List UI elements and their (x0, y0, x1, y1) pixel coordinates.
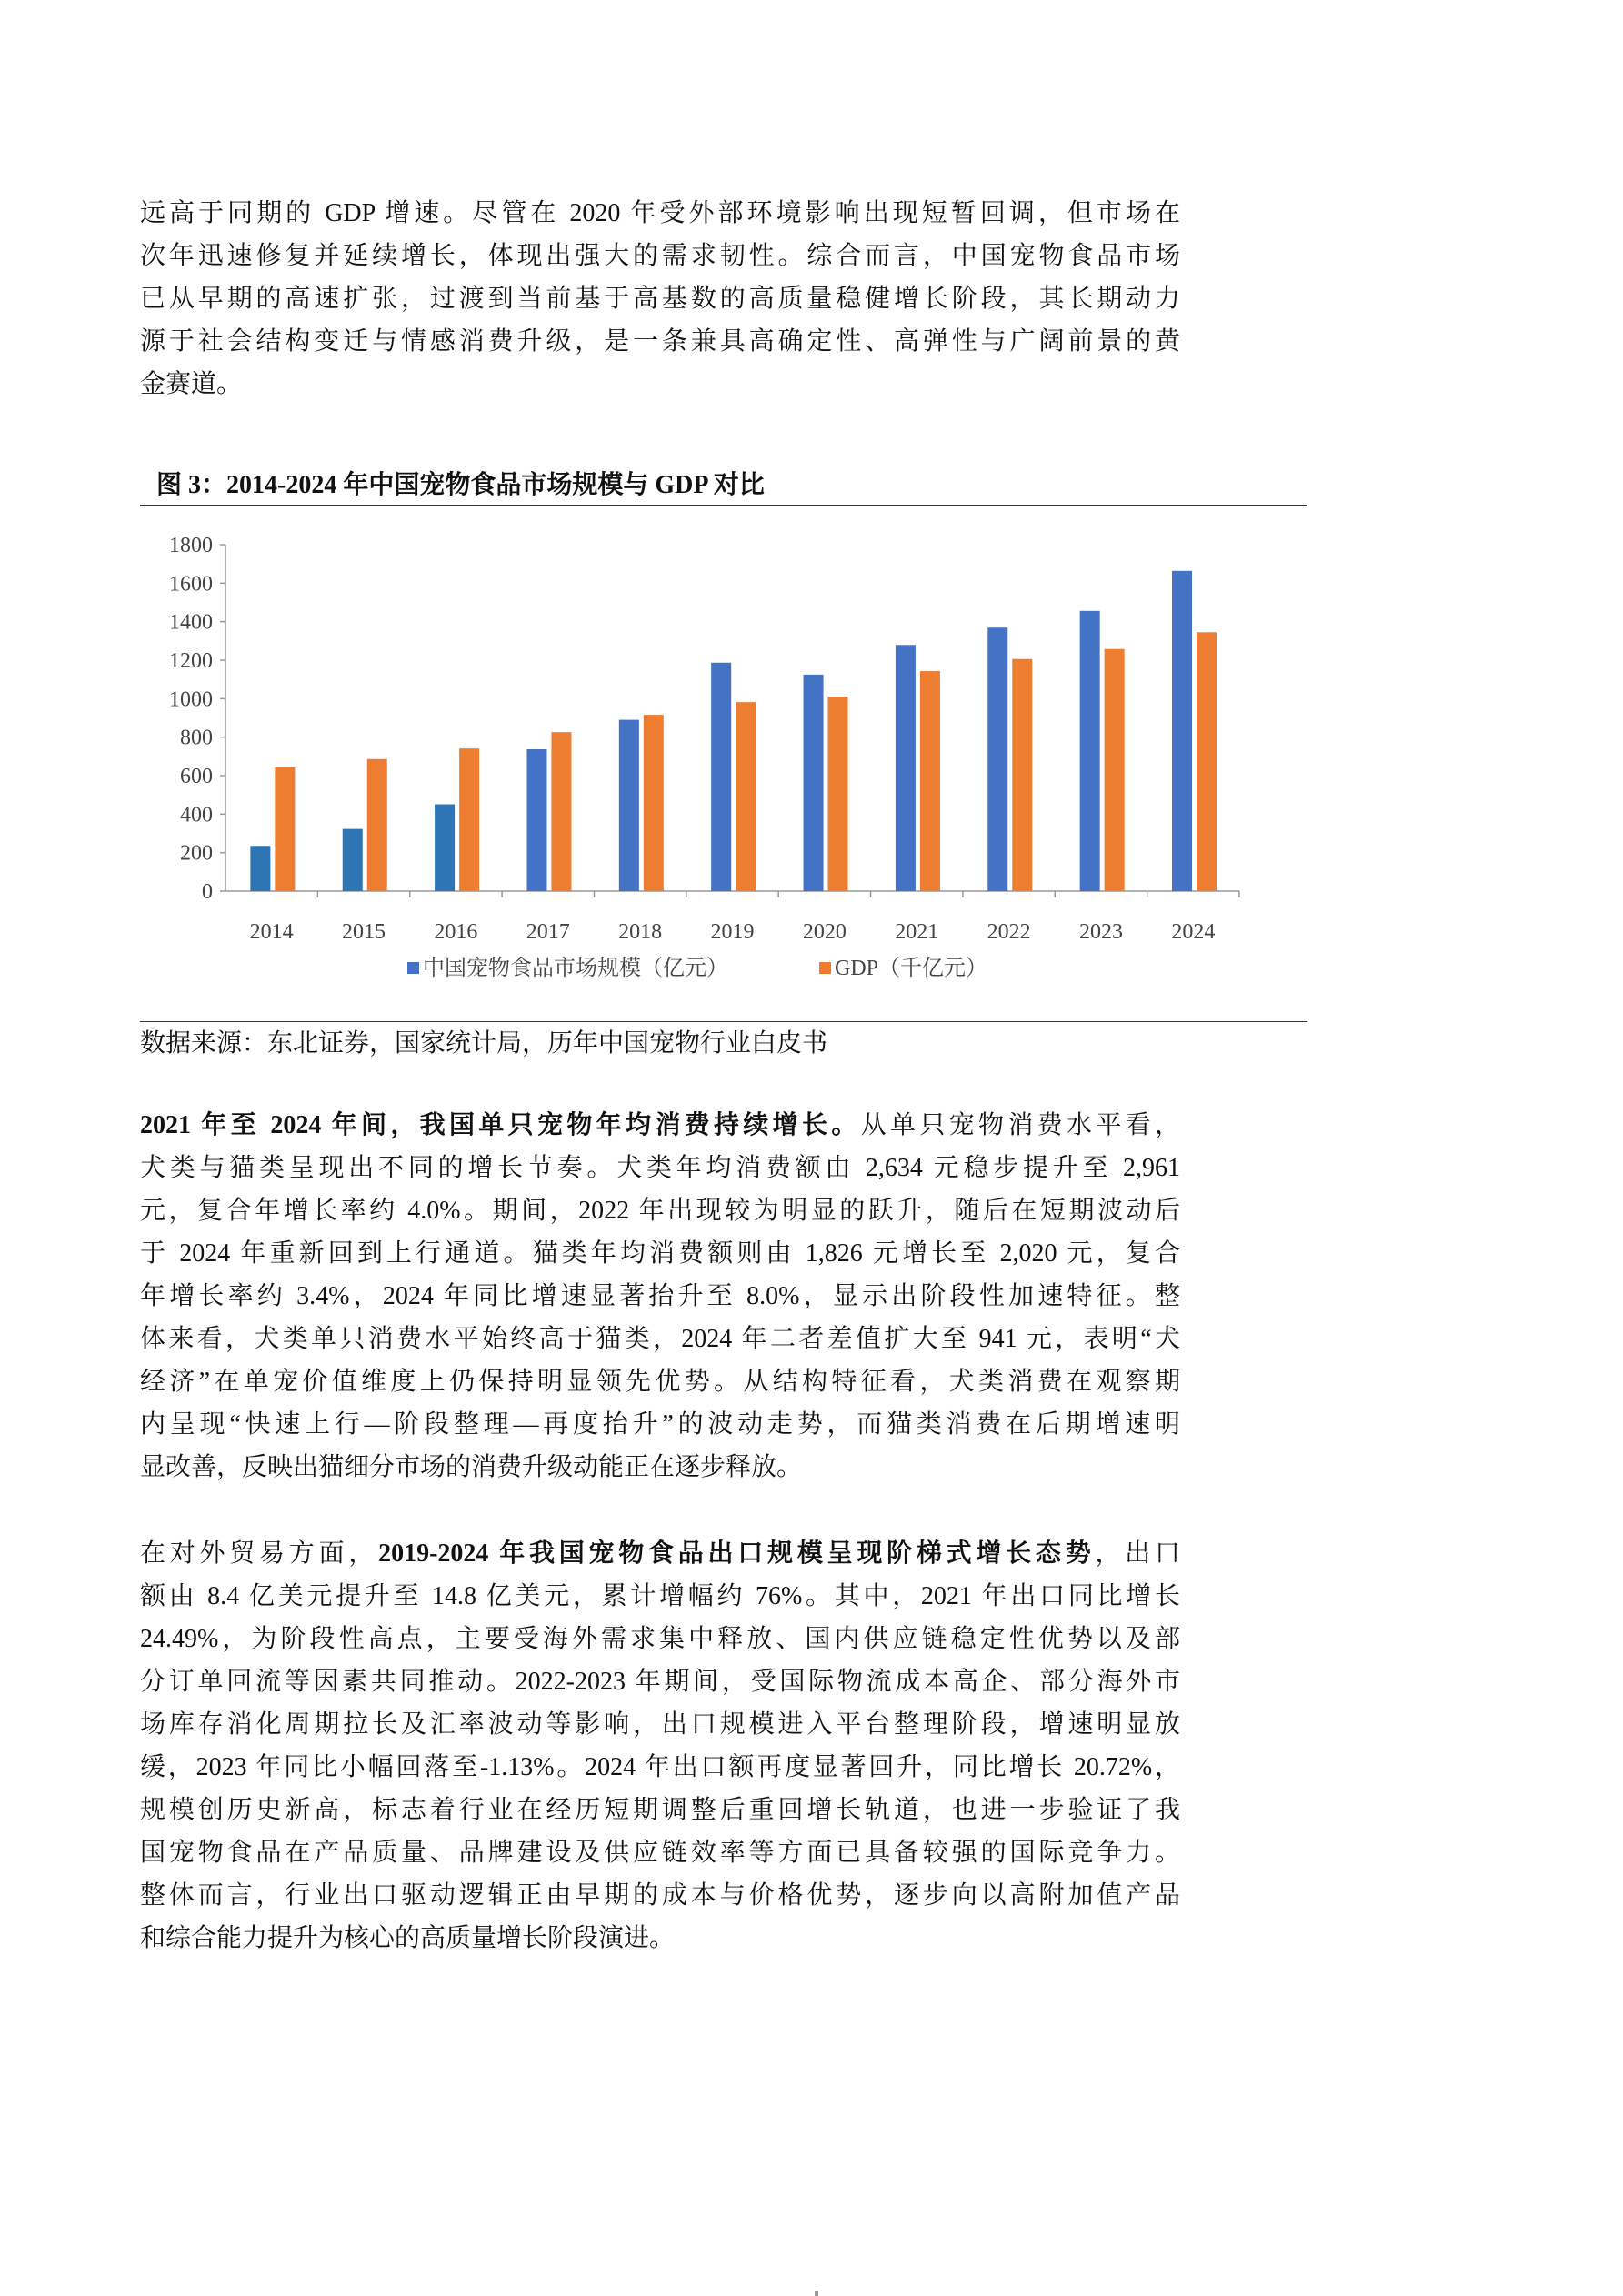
bar-pet-food-market (619, 720, 639, 891)
bold-text-segment: 2021 年至 2024 年间，我国单只宠物年均消费持续增长。 (140, 1111, 861, 1139)
text-line (140, 1403, 1180, 1446)
bar-gdp (736, 702, 756, 891)
text-segment: 年增长率约 3.4%，2024 年同比增速显著抬升至 8.0%，显示出阶段性加速特征。整 (140, 1282, 1180, 1310)
text-segment: 国宠物食品在产品质量、品牌建设及供应链效率等方面已具备较强的国际竞争力。 (140, 1839, 1180, 1867)
y-tick-label: 1600 (169, 572, 213, 597)
text-line (140, 192, 1180, 235)
text-line (140, 1660, 1180, 1703)
bar-gdp (1105, 649, 1125, 891)
bar-pet-food-market (250, 846, 270, 891)
paragraph-intro (140, 192, 1180, 406)
bar-gdp (1197, 632, 1217, 891)
y-tick-label: 1200 (169, 649, 213, 673)
text-line (140, 235, 1180, 277)
text-segment: 分订单回流等因素共同推动。2022-2023 年期间，受国际物流成本高企、部分海外市 (140, 1668, 1180, 1696)
text-line (140, 1703, 1180, 1746)
text-segment: 源于社会结构变迁与情感消费升级，是一条兼具高确定性、高弹性与广阔前景的黄 (140, 327, 1180, 356)
text-segment: 额由 8.4 亿美元提升至 14.8 亿美元，累计增幅约 76%。其中，2021 年出口同比增长 (140, 1582, 1180, 1610)
bar-pet-food-market (1080, 611, 1100, 891)
bar-pet-food-market (987, 627, 1007, 891)
text-segment: 体来看，犬类单只消费水平始终高于猫类，2024 年二者差值扩大至 941 元，表明“犬 (140, 1325, 1180, 1353)
bar-gdp (644, 715, 664, 891)
legend-swatch-pet-food (407, 962, 419, 974)
text-segment: 场库存消化周期拉长及汇率波动等影响，出口规模进入平台整理阶段，增速明显放 (140, 1710, 1180, 1739)
bar-gdp (275, 767, 295, 891)
y-tick-label: 1400 (169, 610, 213, 635)
text-line (140, 1232, 1180, 1275)
x-tick-label: 2024 (1171, 920, 1216, 944)
y-tick-label: 600 (180, 765, 213, 788)
x-tick-label: 2023 (1078, 920, 1123, 944)
bold-text-segment: 2019-2024 年我国宠物食品出口规模呈现阶梯式增长态势 (378, 1539, 1096, 1568)
text-line (140, 1618, 1180, 1660)
text-line (140, 1189, 1180, 1232)
y-tick-label: 0 (202, 880, 213, 904)
paragraph-export (140, 1532, 1180, 1960)
figure-top-rule (140, 505, 1307, 506)
y-tick-label: 1800 (169, 534, 213, 557)
text-line (140, 1917, 1180, 1960)
bar-chart (140, 518, 1307, 1014)
y-tick-label: 400 (180, 803, 213, 827)
text-line (140, 1147, 1180, 1189)
x-tick-label: 2019 (710, 920, 755, 944)
text-segment: 远高于同期的 GDP 增速。尽管在 2020 年受外部环境影响出现短暂回调，但市场在 (140, 199, 1180, 227)
bar-pet-food-market (896, 645, 916, 891)
y-tick-label: 200 (180, 841, 213, 866)
text-line (140, 1275, 1180, 1318)
x-tick-label: 2022 (987, 920, 1031, 944)
text-segment: 犬类与猫类呈现出不同的增长节奏。犬类年均消费额由 2,634 元稳步提升至 2,961 (140, 1154, 1180, 1182)
x-tick-label: 2020 (802, 920, 847, 944)
bar-gdp (459, 748, 479, 891)
text-segment: 在对外贸易方面， (140, 1539, 379, 1568)
bar-gdp (367, 759, 387, 891)
page-marker (815, 2291, 818, 2296)
text-line (140, 1318, 1180, 1360)
bar-pet-food-market (526, 749, 546, 891)
bar-pet-food-market (804, 675, 824, 891)
figure-source: 数据来源：东北证券，国家统计局，历年中国宠物行业白皮书 (140, 1029, 828, 1058)
text-line (140, 1104, 1180, 1147)
x-tick-label: 2018 (618, 920, 663, 944)
figure-title: 图 3：2014-2024 年中国宠物食品市场规模与 GDP 对比 (156, 471, 765, 499)
legend-swatch-gdp (819, 962, 831, 974)
text-line (140, 1446, 1180, 1489)
text-segment: 显改善，反映出猫细分市场的消费升级动能正在逐步释放。 (140, 1453, 803, 1481)
text-line (140, 1360, 1180, 1403)
text-line (140, 1746, 1180, 1789)
text-segment: 规模创历史新高，标志着行业在经历短期调整后重回增长轨道，也进一步验证了我 (140, 1796, 1180, 1824)
text-segment: 经济”在单宠价值维度上仍保持明显领先优势。从结构特征看，犬类消费在观察期 (140, 1368, 1180, 1396)
text-line (140, 1532, 1180, 1575)
x-tick-label: 2017 (526, 920, 570, 944)
text-line (140, 277, 1180, 320)
x-tick-label: 2014 (249, 920, 294, 944)
bar-pet-food-market (1172, 571, 1192, 891)
bar-gdp (828, 697, 848, 891)
text-segment: 缓，2023 年同比小幅回落至-1.13%。2024 年出口额再度显著回升，同比增长 20.72%， (140, 1753, 1180, 1781)
text-segment: 次年迅速修复并延续增长，体现出强大的需求韧性。综合而言，中国宠物食品市场 (140, 242, 1180, 270)
text-segment: 金赛道。 (140, 370, 243, 398)
text-segment: 整体而言，行业出口驱动逻辑正由早期的成本与价格优势，逐步向以高附加值产品 (140, 1881, 1180, 1910)
bar-pet-food-market (343, 829, 363, 891)
text-segment: 元，复合年增长率约 4.0%。期间，2022 年出现较为明显的跃升，随后在短期波动后 (140, 1197, 1180, 1225)
bar-pet-food-market (435, 805, 455, 891)
bar-pet-food-market (711, 663, 731, 891)
text-line (140, 1831, 1180, 1874)
y-tick-label: 800 (180, 726, 213, 750)
x-tick-label: 2016 (434, 920, 478, 944)
text-segment: ，出口 (1095, 1539, 1180, 1568)
paragraph-consumption (140, 1104, 1180, 1489)
text-segment: 24.49%，为阶段性高点，主要受海外需求集中释放、国内供应链稳定性优势以及部 (140, 1625, 1180, 1653)
text-segment: 已从早期的高速扩张，过渡到当前基于高基数的高质量稳健增长阶段，其长期动力 (140, 285, 1180, 313)
y-tick-label: 1000 (169, 687, 213, 712)
text-line (140, 1874, 1180, 1917)
x-tick-label: 2015 (342, 920, 386, 944)
text-segment: 于 2024 年重新回到上行通道。猫类年均消费额则由 1,826 元增长至 2,020 元，复合 (140, 1239, 1180, 1268)
legend-label-gdp: GDP（千亿元） (835, 957, 988, 980)
bar-gdp (1012, 659, 1032, 891)
text-segment: 内呈现“快速上行—阶段整理—再度抬升”的波动走势，而猫类消费在后期增速明 (140, 1410, 1180, 1439)
text-line (140, 363, 1180, 406)
text-line (140, 1575, 1180, 1618)
x-tick-label: 2021 (895, 920, 939, 944)
text-segment: 从单只宠物消费水平看， (860, 1111, 1180, 1139)
bar-gdp (551, 732, 571, 891)
legend-label-pet-food: 中国宠物食品市场规模（亿元） (423, 957, 728, 980)
text-line (140, 1789, 1180, 1831)
bar-gdp (920, 671, 940, 891)
text-segment: 和综合能力提升为核心的高质量增长阶段演进。 (140, 1924, 676, 1952)
text-line (140, 320, 1180, 363)
